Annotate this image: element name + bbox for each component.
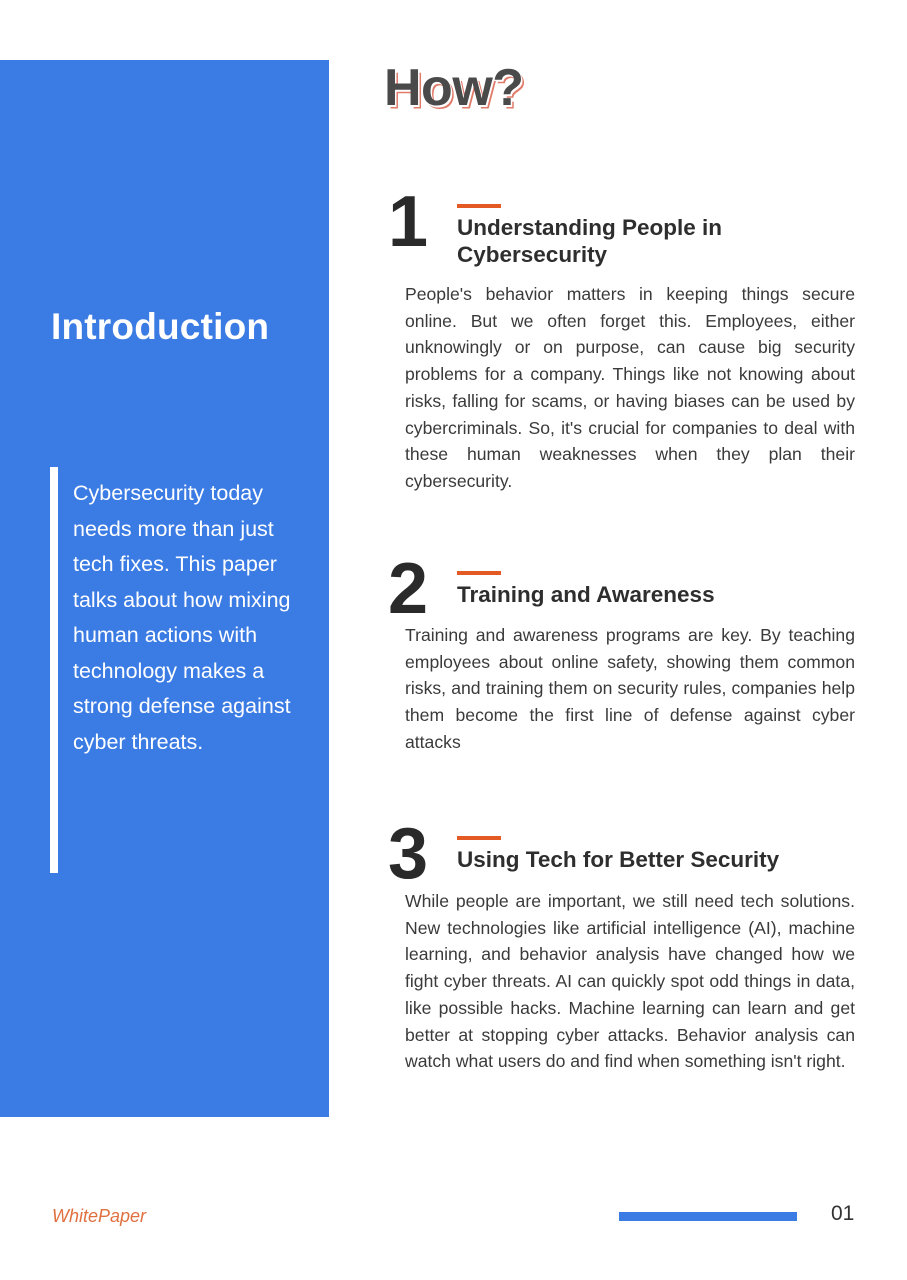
section-number: 2 bbox=[388, 549, 429, 629]
accent-rule bbox=[457, 836, 501, 840]
section-number: 1 bbox=[388, 182, 429, 262]
section-heading: Training and Awareness bbox=[457, 582, 715, 607]
intro-title: Introduction bbox=[51, 306, 270, 347]
accent-rule bbox=[457, 204, 501, 208]
accent-rule bbox=[457, 571, 501, 575]
section-heading: Using Tech for Better Security bbox=[457, 847, 780, 872]
intro-quote: Cybersecurity today needs more than just tech fixes. This paper talks about how mixing human actions with technology makes a strong defense against cyber threats. bbox=[73, 481, 291, 754]
footer-bar bbox=[619, 1212, 797, 1221]
quote-bar bbox=[50, 467, 58, 873]
section-body: While people are important, we still need tech solutions. New technologies like artificial intelligence (AI), machine learning, and behavior analysis have changed how we fight cyber threats. AI can quickly spot odd things in data, like possible hacks. Machine learning can learn and get better at stopping cyber attacks. Behavior analysis can watch what users do and find when something isn't right. bbox=[405, 891, 855, 1072]
section-number: 3 bbox=[388, 814, 429, 894]
section-body: People's behavior matters in keeping things secure online. But we often forget this. Employees, either unknowingly or on purpose, can cause big security problems for a company. Things like not knowing about risks, falling for scams, or having biases can be used by cybercriminals. So, it's crucial for companies to deal with these human weaknesses when they plan their cybersecurity. bbox=[405, 284, 855, 491]
page-title: How? bbox=[384, 59, 524, 117]
section-heading: Understanding People in Cybersecurity bbox=[457, 215, 723, 267]
footer-brand: WhitePaper bbox=[52, 1206, 147, 1226]
section-body: Training and awareness programs are key. By teaching employees about online safety, showing them common risks, and training them on security rules, companies help them become the first line of defense against cyber attacks bbox=[405, 625, 855, 752]
page-number: 01 bbox=[831, 1202, 855, 1225]
